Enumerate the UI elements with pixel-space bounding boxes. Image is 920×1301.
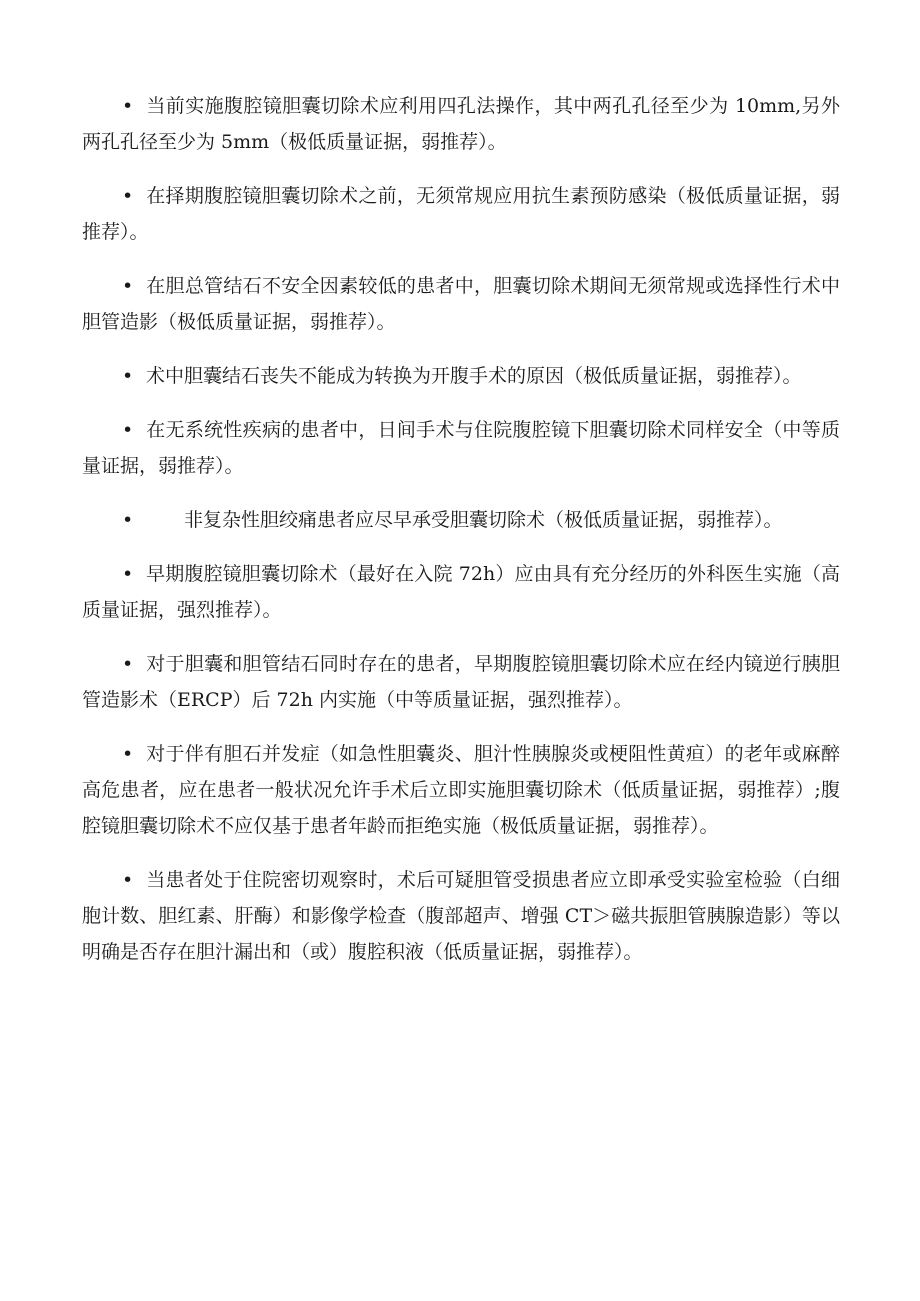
bullet-icon: • <box>122 365 134 387</box>
bullet-icon: • <box>122 275 134 297</box>
list-item <box>82 268 840 340</box>
list-item <box>82 178 840 250</box>
list-item <box>82 556 840 628</box>
item-text: 在无系统性疾病的患者中，日间手术与住院腹腔镜下胆囊切除术同样安全（中等质量证据，弱推荐）。 <box>82 419 840 477</box>
item-text: 对于胆囊和胆管结石同时存在的患者，早期腹腔镜胆囊切除术应在经内镜逆行胰胆管造影术（ERCP）后 72h 内实施（中等质量证据，强烈推荐）。 <box>82 653 840 711</box>
bullet-icon: • <box>122 743 134 765</box>
bullet-icon: • <box>122 95 134 117</box>
item-text: 当患者处于住院密切观察时，术后可疑胆管受损患者应立即承受实验室检验（白细胞计数、胆红素、肝酶）和影像学检查（腹部超声、增强 CT＞磁共振胆管胰腺造影）等以明确是否存在胆汁漏出和（或）腹腔积液（低质量证据，弱推荐）。 <box>82 869 840 963</box>
list-item <box>82 88 840 160</box>
list-item <box>82 412 840 484</box>
item-text: 对于伴有胆石并发症（如急性胆囊炎、胆汁性胰腺炎或梗阻性黄疸）的老年或麻醉高危患者，应在患者一般状况允许手术后立即实施胆囊切除术（低质量证据，弱推荐）;腹腔镜胆囊切除术不应仅基于患者年龄而拒绝实施（极低质量证据，弱推荐）。 <box>82 743 840 837</box>
item-text: 在胆总管结石不安全因素较低的患者中，胆囊切除术期间无须常规或选择性行术中胆管造影（极低质量证据，弱推荐）。 <box>82 275 840 333</box>
bullet-icon: • <box>122 563 134 585</box>
recommendation-list <box>82 88 840 988</box>
item-text: 当前实施腹腔镜胆囊切除术应利用四孔法操作，其中两孔孔径至少为 10mm,另外两孔孔径至少为 5mm（极低质量证据，弱推荐）。 <box>82 95 840 153</box>
bullet-icon: • <box>122 653 134 675</box>
item-text: 在择期腹腔镜胆囊切除术之前，无须常规应用抗生素预防感染（极低质量证据，弱推荐）。 <box>82 185 840 243</box>
list-item <box>82 646 840 718</box>
bullet-icon: • <box>122 419 134 441</box>
list-item <box>82 862 840 970</box>
bullet-icon: • <box>122 869 134 891</box>
item-text: 术中胆囊结石丧失不能成为转换为开腹手术的原因（极低质量证据，弱推荐）。 <box>146 365 802 387</box>
item-text: 早期腹腔镜胆囊切除术（最好在入院 72h）应由具有充分经历的外科医生实施（高质量证据，强烈推荐）。 <box>82 563 840 621</box>
bullet-icon: • <box>122 509 134 531</box>
list-item <box>82 358 840 394</box>
list-item <box>82 736 840 844</box>
bullet-icon: • <box>122 185 134 207</box>
item-text: 非复杂性胆绞痛患者应尽早承受胆囊切除术（极低质量证据，弱推荐）。 <box>184 509 783 531</box>
list-item <box>82 502 840 538</box>
